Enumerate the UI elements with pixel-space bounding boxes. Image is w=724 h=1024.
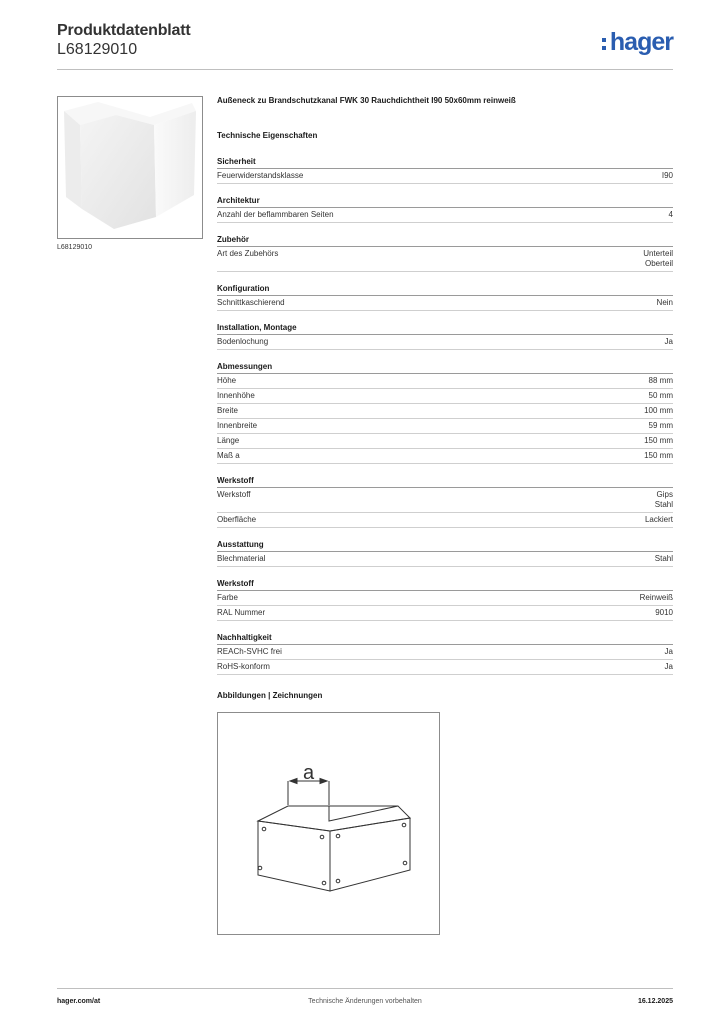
page-title: Produktdatenblatt [57,22,191,39]
group-title: Ausstattung [217,538,673,552]
technical-drawing [217,712,440,935]
property-label: RAL Nummer [217,608,266,617]
group-title: Architektur [217,194,673,208]
article-number: L68129010 [57,41,138,58]
property-group [217,194,673,223]
group-title: Sicherheit [217,155,673,169]
property-row [217,488,673,513]
property-row [217,374,673,389]
property-row [217,419,673,434]
image-caption: L68129010 [57,244,93,251]
property-group [217,233,673,272]
property-label: Feuerwiderstandsklasse [217,171,304,180]
drawings-title: Abbildungen | Zeichnungen [217,691,323,700]
property-label: REACh-SVHC frei [217,647,282,656]
property-group [217,155,673,184]
property-row [217,606,673,621]
property-value: Ja [664,337,673,346]
property-groups [217,155,673,675]
property-group [217,321,673,350]
property-row [217,449,673,464]
property-value: Reinweiß [639,593,673,602]
property-label: Anzahl der beflammbaren Seiten [217,210,334,219]
property-label: Art des Zubehörs [217,249,279,258]
property-value: 59 mm [648,421,673,430]
group-title: Werkstoff [217,474,673,488]
property-group [217,360,673,464]
logo-text: hager [609,28,673,56]
property-row [217,552,673,567]
product-photo-icon [58,97,202,238]
property-label: Höhe [217,376,237,385]
property-group [217,282,673,311]
property-value: 50 mm [648,391,673,400]
property-row [217,513,673,528]
property-label: Innenbreite [217,421,258,430]
footer-date: 16.12.2025 [637,998,673,1005]
group-title: Konfiguration [217,282,673,296]
property-value: Ja [664,647,673,656]
dimension-label: a [303,762,315,784]
tech-properties-title: Technische Eigenschaften [217,131,318,140]
logo-dots-icon [602,34,606,52]
property-row [217,645,673,660]
property-row [217,335,673,350]
property-group [217,631,673,675]
property-group [217,538,673,567]
page-header [57,22,673,70]
group-title: Werkstoff [217,577,673,591]
property-value: Nein [656,298,673,307]
page-footer [57,988,673,1010]
property-label: Farbe [217,593,238,602]
property-row [217,434,673,449]
property-label: Breite [217,406,238,415]
group-title: Zubehör [217,233,673,247]
property-row [217,591,673,606]
property-value: 100 mm [644,406,673,415]
property-row [217,660,673,675]
property-label: Länge [217,436,240,445]
property-label: Innenhöhe [217,391,255,400]
property-row [217,247,673,272]
group-title: Installation, Montage [217,321,673,335]
property-value: 150 mm [644,436,673,445]
property-row [217,208,673,223]
property-row [217,169,673,184]
property-label: Maß a [217,451,240,460]
property-label: Bodenlochung [217,337,269,346]
property-row [217,389,673,404]
property-value: 150 mm [644,451,673,460]
product-description: Außeneck zu Brandschutzkanal FWK 30 Rauchdichtheit I90 50x60mm reinweiß [217,96,516,105]
product-image [57,96,203,239]
property-value: I90 [661,171,673,180]
group-title: Nachhaltigkeit [217,631,673,645]
footer-website[interactable]: hager.com/at [57,998,101,1005]
property-value: Unterteil Oberteil [643,249,673,268]
hager-logo [602,28,673,57]
property-value: Lackiert [644,515,673,524]
corner-drawing-icon [218,713,439,934]
property-label: Werkstoff [217,490,251,499]
property-group [217,577,673,621]
property-group [217,474,673,528]
group-title: Abmessungen [217,360,673,374]
footer-notice: Technische Änderungen vorbehalten [308,998,422,1005]
property-row [217,296,673,311]
property-value: 4 [668,210,673,219]
product-details [217,96,673,705]
property-value: 9010 [655,608,673,617]
property-value: Stahl [654,554,673,563]
property-value: 88 mm [648,376,673,385]
property-value: Ja [664,662,673,671]
property-label: RoHS-konform [217,662,270,671]
property-value: Gips Stahl [654,490,673,509]
property-label: Blechmaterial [217,554,266,563]
property-row [217,404,673,419]
property-label: Oberfläche [217,515,257,524]
property-label: Schnittkaschierend [217,298,285,307]
